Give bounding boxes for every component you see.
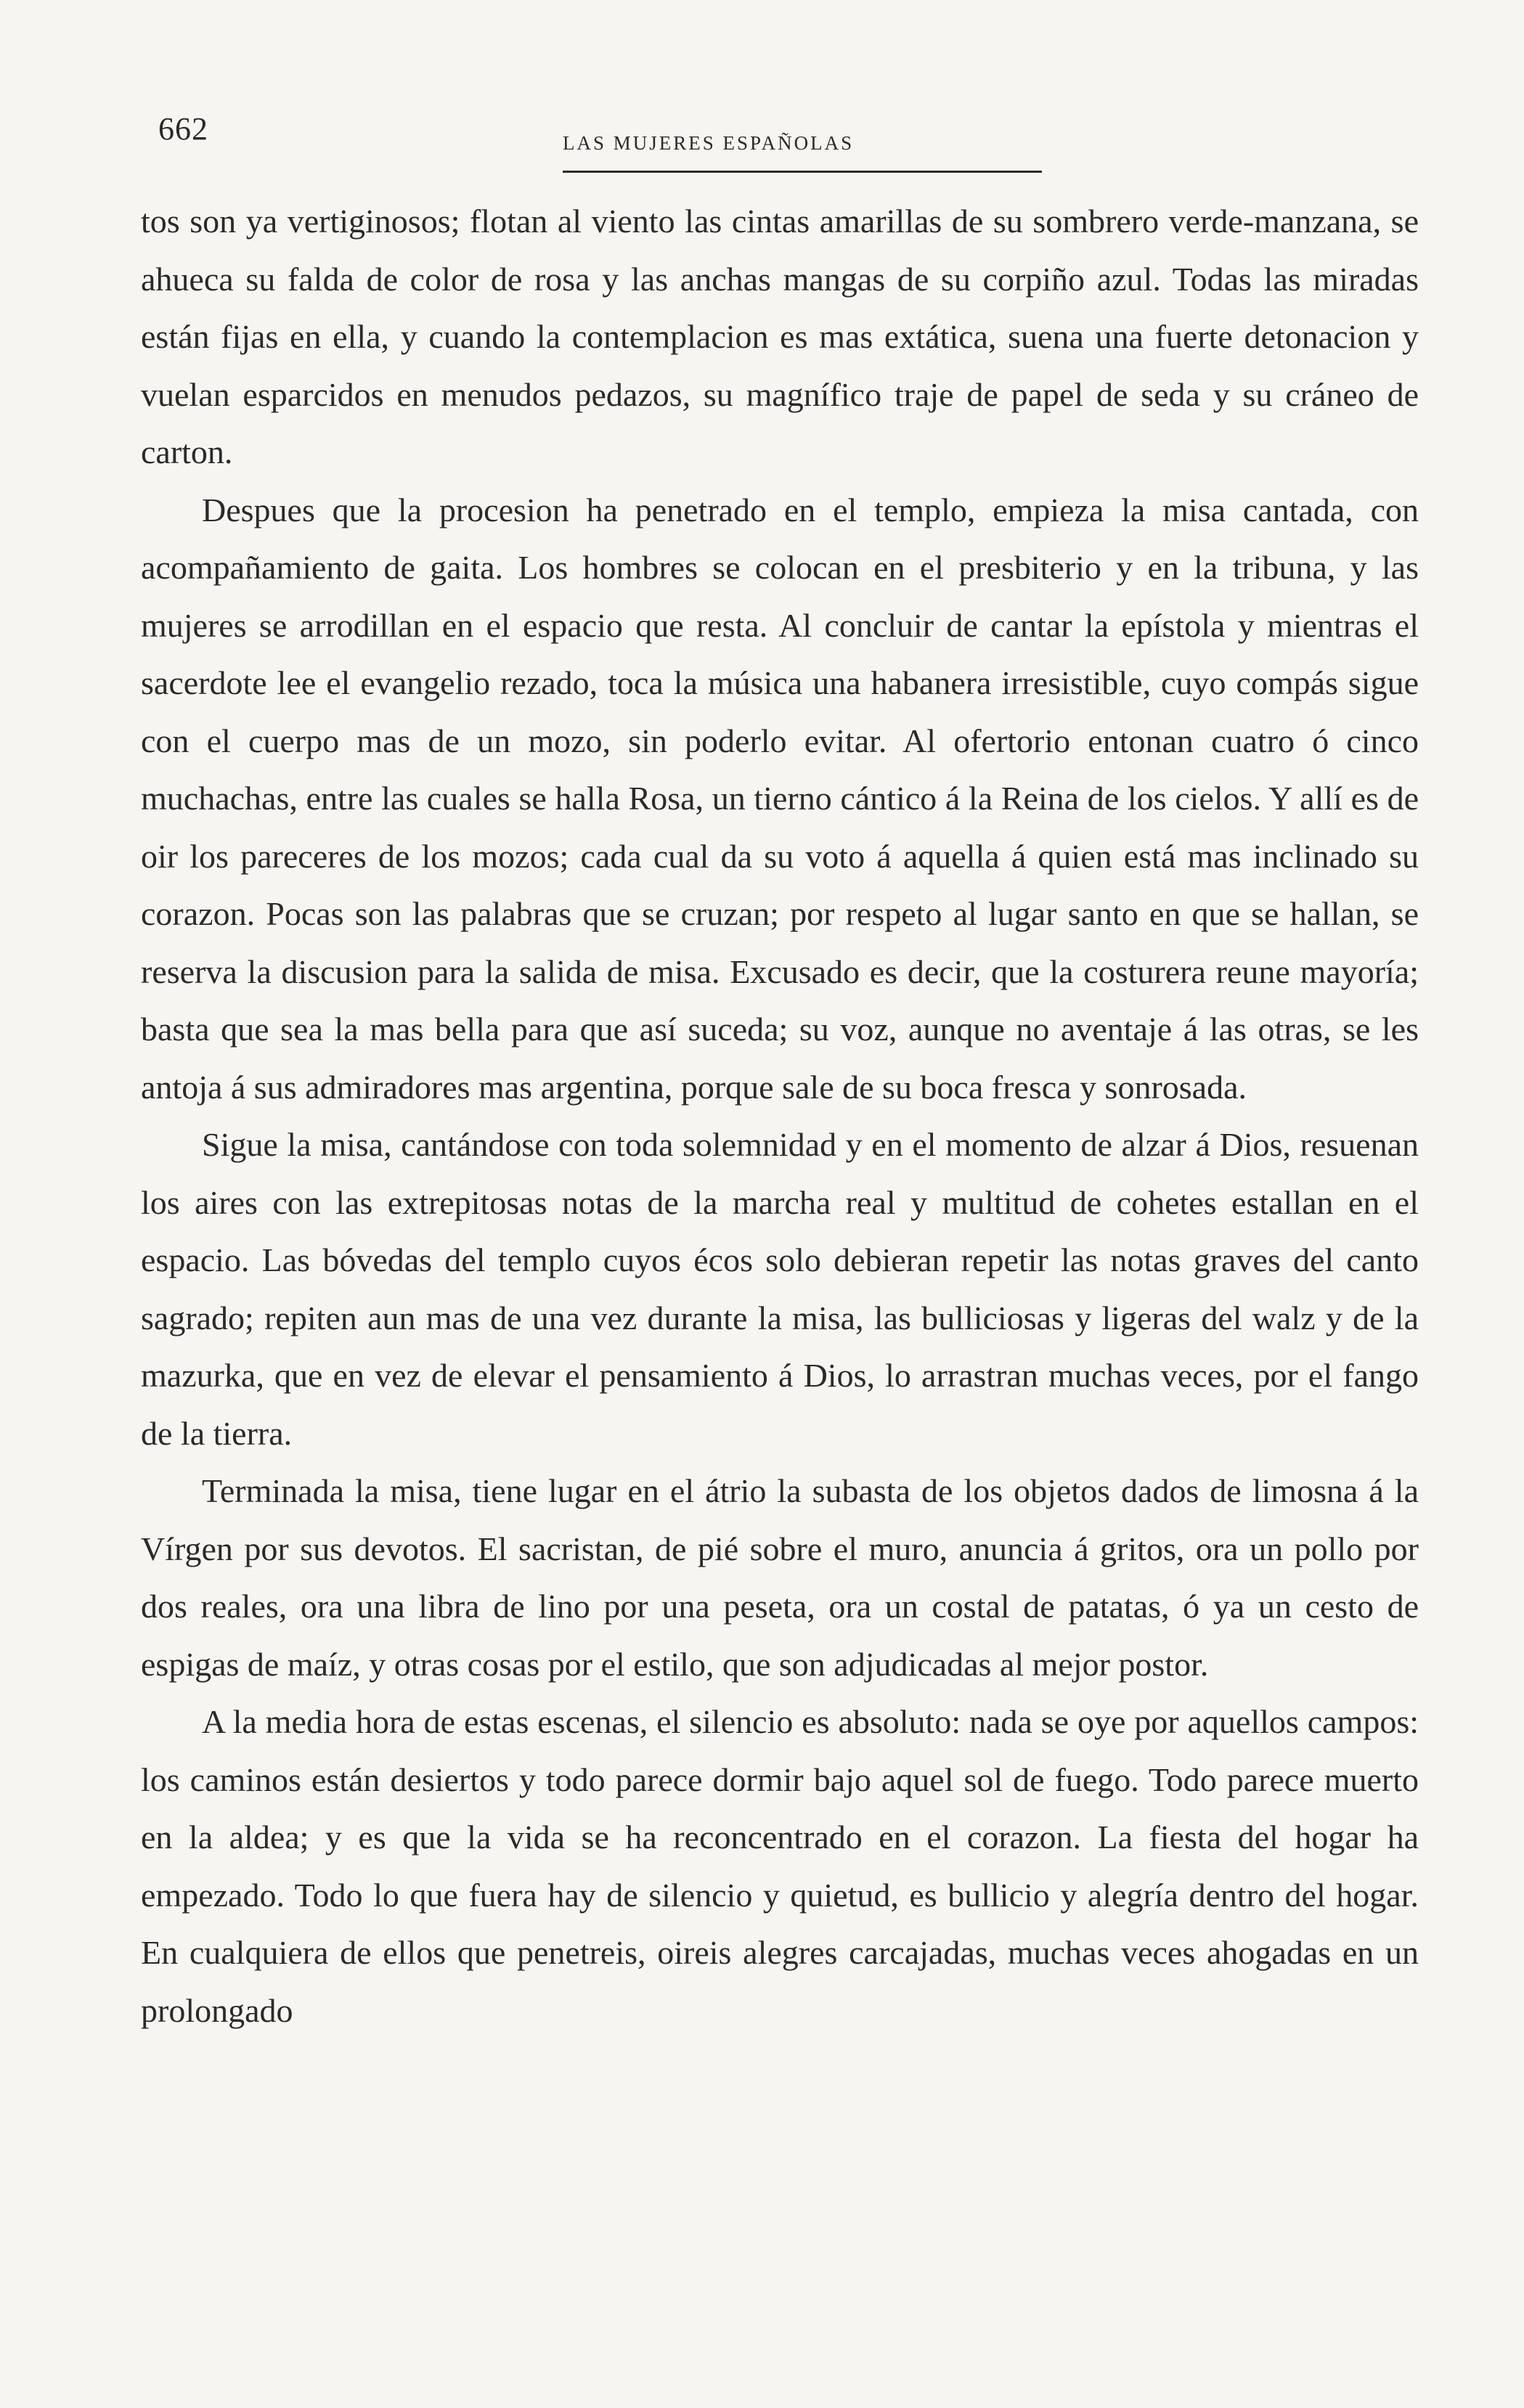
paragraph-4: Terminada la misa, tiene lugar en el átrio la subasta de los objetos dados de limosna á la Vírgen por sus devotos. El sacristan, de pié sobre el muro, anuncia á gritos, ora un pollo por dos reales, ora una libra de lino por una peseta, ora un costal de patatas, ó ya un cesto de espigas de maíz, y otras cosas por el estilo, que son adjudicadas al mejor postor.: [141, 1472, 1419, 1683]
header-rule: [563, 171, 1042, 173]
paragraph-2: Despues que la procesion ha penetrado en el templo, empieza la misa cantada, con acompañamiento de gaita. Los hombres se colocan en el presbiterio y en la tribuna, y las mujeres se arrodillan en el espacio que resta. Al concluir de cantar la epístola y mientras el sacerdote lee el evangelio rezado, toca la música una habanera irresistible, cuyo compás sigue con el cuerpo mas de un mozo, sin poderlo evitar. Al ofertorio entonan cuatro ó cinco muchachas, entre las cuales se halla Rosa, un tierno cántico á la Reina de los cielos. Y allí es de oir los pareceres de los mozos; cada cual da su voto á aquella á quien está mas inclinado su corazon. Pocas son las palabras que se cruzan; por respeto al lugar santo en que se hallan, se reserva la discusion para la salida de misa. Excusado es decir, que la costurera reune mayoría; basta que sea la mas bella para que así suceda; su voz, aunque no aventaje á las otras, se les antoja á sus admiradores mas argentina, porque sale de su boca fresca y sonrosada.: [141, 491, 1419, 1106]
paragraph-3: Sigue la misa, cantándose con toda solemnidad y en el momento de alzar á Dios, resuenan los aires con las extrepitosas notas de la marcha real y multitud de cohetes estallan en el espacio. Las bóvedas del templo cuyos écos solo debieran repetir las notas graves del canto sagrado; repiten aun mas de una vez durante la misa, las bulliciosas y ligeras del walz y de la mazurka, que en vez de elevar el pensamiento á Dios, lo arrastran muchas veces, por el fango de la tierra.: [141, 1126, 1419, 1452]
paragraph-5: A la media hora de estas escenas, el silencio es absoluto: nada se oye por aquellos campos: los caminos están desiertos y todo parece dormir bajo aquel sol de fuego. Todo parece muerto en la aldea; y es que la vida se ha reconcentrado en el corazon. La fiesta del hogar ha empezado. Todo lo que fuera hay de silencio y quietud, es bullicio y alegría dentro del hogar. En cualquiera de ellos que penetreis, oireis alegres carcajadas, muchas veces ahogadas en un prolongado: [141, 1703, 1419, 2029]
body-text: [141, 192, 1419, 2039]
page-number: 662: [158, 111, 208, 147]
paragraph-1: tos son ya vertiginosos; flotan al viento las cintas amarillas de su sombrero verde-manzana, se ahueca su falda de color de rosa y las anchas mangas de su corpiño azul. Todas las miradas están fijas en ella, y cuando la contemplacion es mas extática, suena una fuerte detonacion y vuelan esparcidos en menudos pedazos, su magnífico traje de papel de seda y su cráneo de carton.: [141, 203, 1419, 470]
running-head: LAS MUJERES ESPAÑOLAS: [563, 132, 855, 154]
